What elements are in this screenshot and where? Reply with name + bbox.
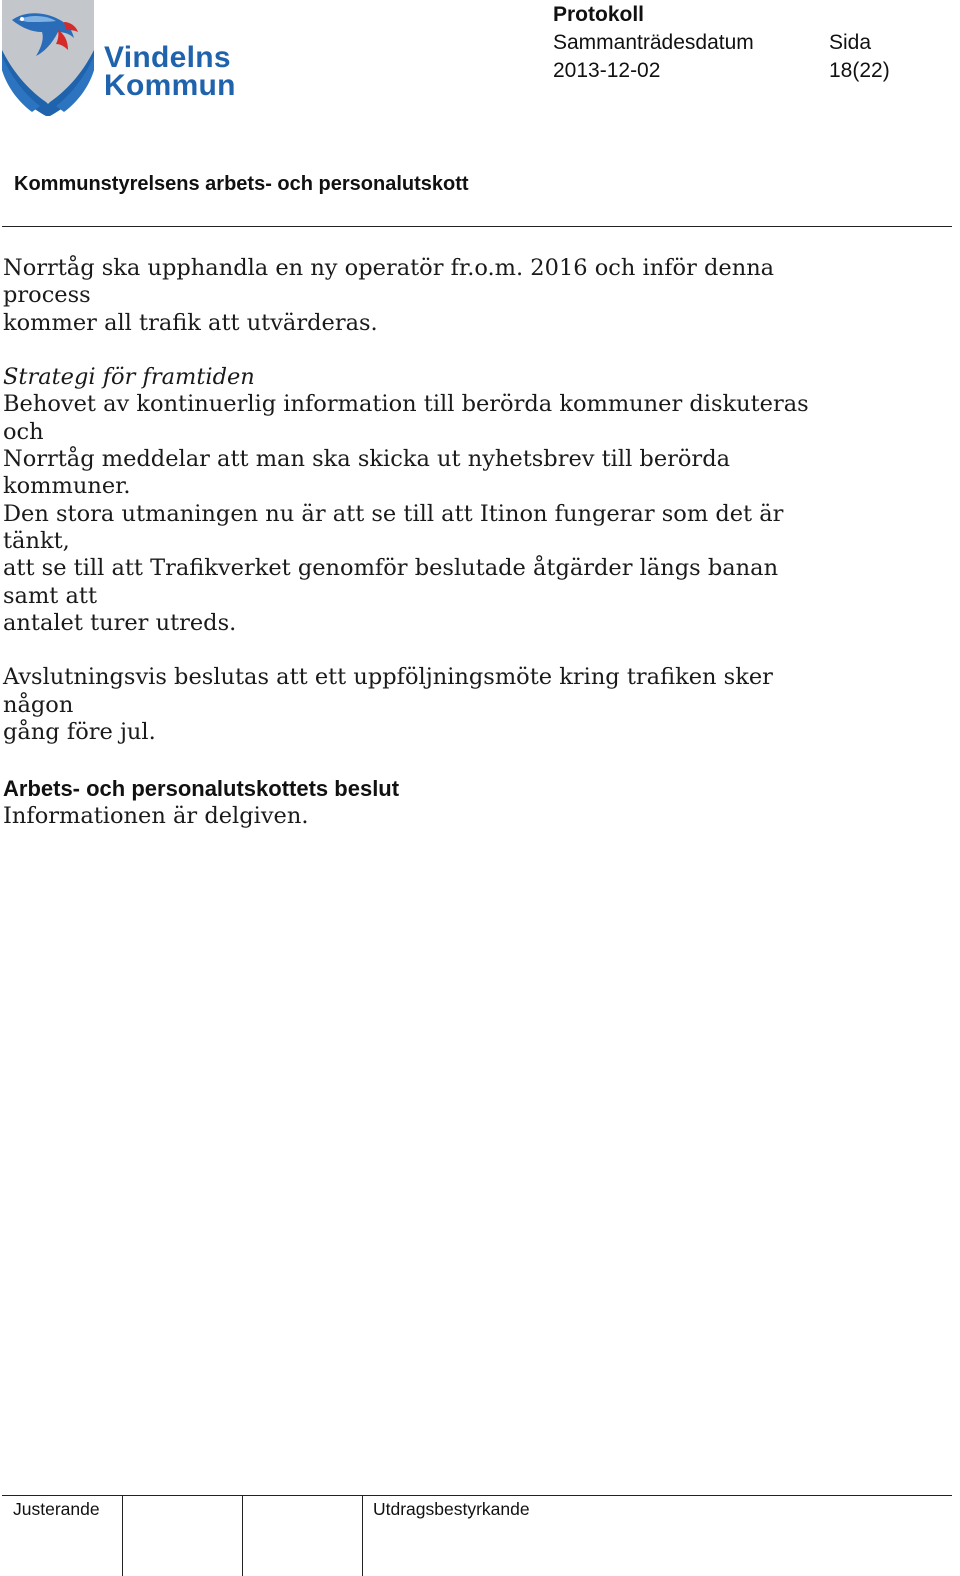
document-type: Protokoll <box>553 3 645 26</box>
decision-heading: Arbets- och personalutskottets beslut <box>3 775 400 801</box>
page-number: 18(22) <box>829 59 890 82</box>
paragraph-gap <box>3 746 823 773</box>
extract-certification-label: Utdragsbestyrkande <box>373 1499 530 1519</box>
meeting-date-label: Sammanträdesdatum <box>553 31 754 54</box>
footer-divider <box>2 1495 952 1496</box>
logo-line-1: Vindelns <box>104 41 231 74</box>
header-divider <box>2 226 952 227</box>
paragraph-gap <box>3 637 823 664</box>
footer-box-divider <box>242 1495 243 1576</box>
protocol-body <box>3 255 823 830</box>
meeting-date: 2013-12-02 <box>553 59 661 82</box>
adjuster-label: Justerande <box>13 1499 100 1519</box>
body-line: Norrtåg ska upphandla en ny operatör fr.o.m. 2016 och inför denna process <box>3 255 775 309</box>
strategy-heading: Strategi för framtiden <box>3 364 255 391</box>
logo-wordmark <box>104 41 236 102</box>
body-line: Den stora utmaningen nu är att se till att Itinon fungerar som det är tänkt, <box>3 500 784 554</box>
body-line: gång före jul. <box>3 719 156 746</box>
footer-box-divider <box>122 1495 123 1576</box>
page-label: Sida <box>829 31 872 54</box>
body-line: Behovet av kontinuerlig information till berörda kommuner diskuteras och <box>3 391 809 445</box>
footer-box-divider <box>362 1495 363 1576</box>
committee-name: Kommunstyrelsens arbets- och personalutskott <box>14 173 469 195</box>
body-line: att se till att Trafikverket genomför beslutade åtgärder längs banan samt att <box>3 555 779 609</box>
body-line: Avslutningsvis beslutas att ett uppföljningsmöte kring trafiken sker någon <box>3 664 773 718</box>
logo-line-2: Kommun <box>104 69 236 102</box>
salmon-shield-icon <box>2 0 96 116</box>
municipality-logo <box>2 0 242 118</box>
body-line: kommer all trafik att utvärderas. <box>3 309 378 336</box>
body-line: Norrtåg meddelar att man ska skicka ut nyhetsbrev till berörda kommuner. <box>3 446 731 500</box>
paragraph-gap <box>3 337 823 364</box>
decision-text: Informationen är delgiven. <box>3 802 309 829</box>
body-line: antalet turer utreds. <box>3 609 237 636</box>
